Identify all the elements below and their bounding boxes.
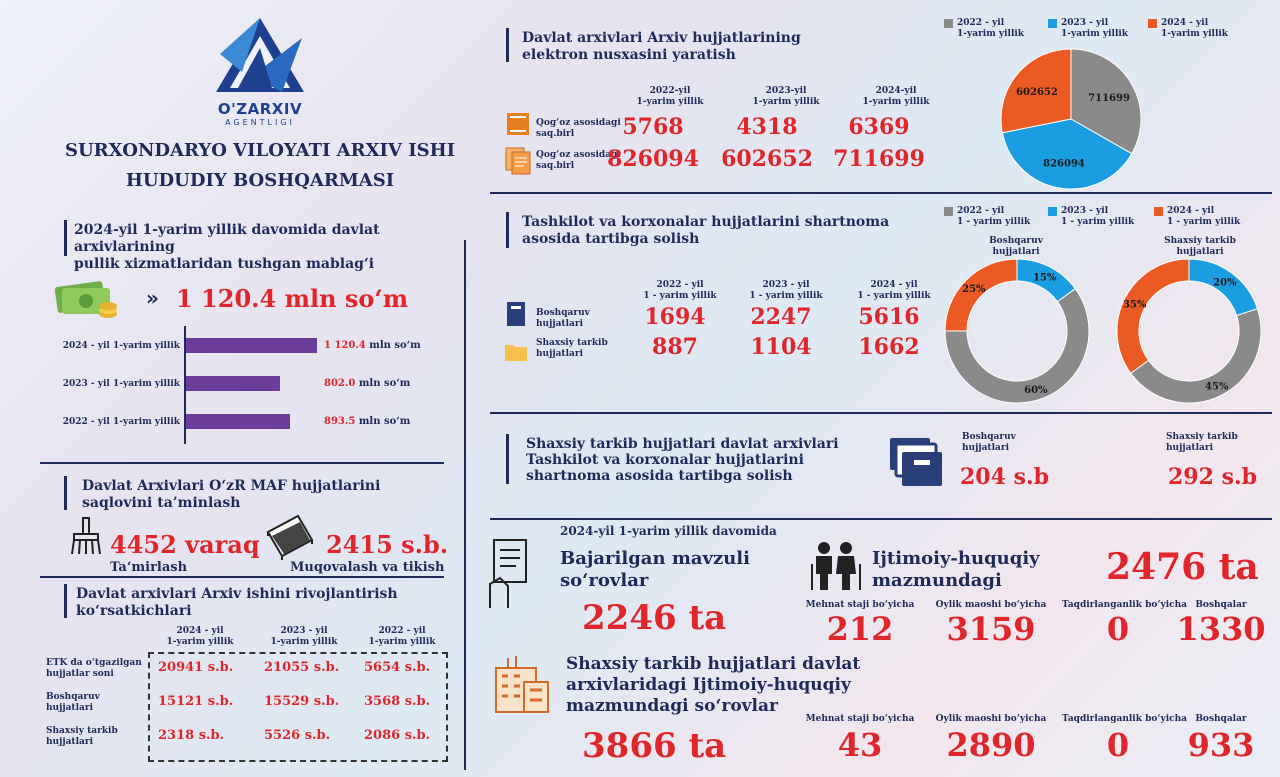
column-header (736, 280, 836, 302)
cell-value: 1662 (858, 334, 920, 360)
donut-slice-label: 15% (1032, 272, 1057, 284)
maf-title (82, 478, 442, 512)
revenue-title-line1: 2024-yil 1-yarim yillik davomida davlat arxivlarining (74, 222, 380, 255)
revenue-title-line2: pullik xizmatlaridan tushgan mablag‘i (74, 256, 375, 272)
contracts-title-line2: asosida tartibga solish (522, 231, 700, 247)
personal-requests-line2: arxivlaridagi Ijtimoiy-huquqiy (566, 675, 851, 695)
bar-label: 2023 - yil 1-yarim yillik (62, 379, 180, 389)
logo (212, 14, 308, 130)
section-divider (40, 462, 444, 464)
row-label-line2: saq.birl (536, 161, 575, 171)
category-value: 933 (1187, 726, 1255, 764)
revenue-title (74, 222, 474, 273)
donut2-title-line1: Shaxsiy tarkib (1164, 236, 1236, 246)
social-title-line2: mazmundagi (872, 570, 1002, 591)
paint-brush-icon (66, 516, 106, 560)
dev-column-headers (146, 626, 446, 652)
row-label-line2: hujjatlari (46, 737, 93, 747)
legend-text (1061, 18, 1128, 40)
cell-value: 887 (652, 334, 698, 360)
personal-requests-title (566, 654, 860, 717)
legend-swatch (1048, 19, 1057, 28)
donut-slice (1117, 259, 1189, 373)
row-label-line2: hujjatlari (536, 319, 583, 329)
cell-value: 602652 (721, 146, 813, 172)
building-icon (492, 654, 552, 718)
category-value: 0 (1106, 726, 1130, 764)
elderly-people-icon (808, 540, 864, 596)
personal-requests-value: 3866 ta (582, 726, 727, 766)
electronic-title-line1: Davlat arxivlari Arxiv hujjatlarining (522, 30, 801, 46)
row-label-line2: hujjatlari (536, 349, 583, 359)
bar-value: 802.0 (324, 378, 356, 389)
category-label: Mehnat staji bo‘yicha (805, 714, 915, 724)
column-header-line1: 2023 - yil (280, 626, 328, 636)
electronic-table (536, 114, 956, 180)
thematic-title (560, 548, 750, 592)
legend-line1: 2022 - yil (957, 18, 1005, 28)
personal-a-label (962, 432, 1016, 454)
contracts-title (522, 214, 922, 248)
donut-slice (1131, 309, 1261, 403)
column-header (736, 86, 836, 108)
book-stack-icon (264, 512, 316, 564)
section-divider (490, 518, 1272, 520)
donut-slice-label: 25% (962, 283, 986, 295)
binding-label: Muqovalash va tikish (290, 560, 445, 575)
shaxsiy-donut-chart (1116, 258, 1262, 404)
logo-name: O'ZARXIV (217, 100, 303, 118)
row-label (536, 338, 626, 360)
column-header-line1: 2024 - yil (870, 280, 918, 290)
electronic-column-headers (620, 86, 950, 112)
org-title-line1: SURXONDARYO VILOYATI ARXIV ISHI (64, 140, 456, 161)
column-header-line1: 2023-yil (765, 86, 807, 96)
cell-value: 3568 s.b. (364, 694, 431, 709)
legend-text (957, 18, 1024, 40)
legend-line1: 2023 - yil (1061, 18, 1109, 28)
restore-value: 4452 varaq (110, 530, 260, 559)
row-label (46, 692, 152, 714)
donut-slice (945, 259, 1017, 331)
pie-slice-label: 711699 (1088, 92, 1130, 104)
binding-value: 2415 s.b. (326, 530, 449, 559)
legend-line2: 1-yarim yillik (1161, 29, 1229, 39)
bar-unit: mln so‘m (358, 416, 411, 427)
category-value: 212 (826, 610, 894, 648)
column-header-line1: 2022 - yil (378, 626, 426, 636)
category-label: Oylik maoshi bo‘yicha (935, 714, 1047, 724)
logo-sub: AGENTLIGI (225, 118, 295, 127)
legend-line2: 1-yarim yillik (957, 29, 1025, 39)
dev-title-line1: Davlat arxivlari Arxiv ishini rivojlantirish (76, 586, 398, 602)
category-value: 0 (1106, 610, 1130, 648)
electronic-title-line2: elektron nusxasini yaratish (522, 47, 736, 63)
row-label-line1: ETK da o‘tgazilgan (46, 658, 142, 668)
thematic-title-line1: Bajarilgan mavzuli (560, 548, 750, 569)
row-label (46, 658, 152, 680)
section-divider (490, 412, 1272, 414)
restore-label: Ta‘mirlash (110, 560, 188, 575)
donut2-title (1150, 236, 1250, 258)
donut-slice-label: 45% (1204, 381, 1229, 393)
bar-value: 1 120.4 (324, 340, 366, 351)
category-label: Taqdirlanganlik bo‘yicha (1062, 600, 1188, 610)
bar-value-label (324, 340, 421, 351)
legend-line1: 2022 - yil (957, 206, 1005, 216)
cell-value: 2247 (750, 304, 812, 330)
bar-label: 2024 - yil 1-yarim yillik (62, 341, 180, 351)
donut-slice-label: 60% (1024, 385, 1048, 397)
dev-title-line2: ko‘rsatkichlari (76, 603, 192, 619)
category-label: Mehnat staji bo‘yicha (805, 600, 915, 610)
row-label-line1: Shaxsiy tarkib (46, 726, 118, 736)
row-label (536, 308, 626, 330)
cell-value: 1104 (750, 334, 812, 360)
maf-title-line2: saqlovini ta’minlash (82, 495, 241, 511)
cell-value: 15529 s.b. (264, 694, 340, 709)
column-divider (464, 240, 466, 770)
cell-value: 1694 (644, 304, 706, 330)
row-label-line1: Boshqaruv (536, 308, 590, 318)
revenue-total: 1 120.4 mln so‘m (176, 284, 409, 313)
legend-item (1048, 18, 1158, 40)
category-label: Oylik maoshi bo‘yicha (935, 600, 1047, 610)
cell-value: 15121 s.b. (158, 694, 234, 709)
bar-unit: mln so‘m (358, 378, 411, 389)
legend-line2: 1 - yarim yillik (1061, 217, 1135, 227)
bar-value: 893.5 (324, 416, 356, 427)
row-label (46, 726, 152, 748)
personal-b-value: 292 s.b (1168, 464, 1258, 490)
category-value: 3159 (946, 610, 1036, 648)
cell-value: 5616 (858, 304, 920, 330)
row-label-line2: saq.birl (536, 129, 575, 139)
bar (186, 338, 317, 353)
column-header-line2: 1-yarim yillik (636, 97, 704, 107)
column-header (630, 280, 730, 302)
column-header-line2: 1-yarim yillik (862, 97, 930, 107)
personal-requests-line3: mazmundagi so‘rovlar (566, 696, 778, 716)
boshqaruv-donut-chart (944, 258, 1090, 404)
personal-title-line2: Tashkilot va korxonalar hujjatlarini (526, 452, 804, 468)
org-title (40, 136, 480, 196)
legend-item (1048, 206, 1158, 228)
column-header (352, 626, 452, 648)
row-label-line1: Qog‘oz asosidagi (536, 150, 621, 160)
column-header-line1: 2022-yil (649, 86, 691, 96)
binder-icon (504, 300, 528, 332)
donut-slice-label: 35% (1122, 299, 1147, 311)
contracts-table (536, 304, 956, 366)
cell-value: 20941 s.b. (158, 660, 234, 675)
column-header-line2: 1 - yarim yillik (749, 291, 823, 301)
bar-value-label (324, 416, 410, 427)
dev-title (76, 586, 456, 620)
section-marker (506, 434, 509, 484)
contracts-column-headers (630, 280, 960, 306)
column-header-line2: 1-yarim yillik (270, 637, 338, 647)
cell-value: 5654 s.b. (364, 660, 431, 675)
cell-value: 5526 s.b. (264, 728, 331, 743)
legend-item (1154, 206, 1264, 228)
legend-line1: 2023 - yil (1061, 206, 1109, 216)
column-header-line1: 2024-yil (875, 86, 917, 96)
electronic-title (522, 30, 922, 64)
column-header (844, 280, 944, 302)
bar-label: 2022 - yil 1-yarim yillik (62, 417, 180, 427)
personal-breakdown (800, 710, 1270, 766)
pie-slice-label: 826094 (1043, 158, 1085, 170)
donut1-title (976, 236, 1056, 258)
ozarxiv-logo-icon (212, 14, 308, 96)
personal-a-label-line2: hujjatlari (962, 443, 1009, 453)
column-header-line2: 1 - yarim yillik (643, 291, 717, 301)
bar-value-label (324, 378, 410, 389)
contracts-legend (944, 206, 1264, 232)
social-title-line1: Ijtimoiy-huquqiy (872, 548, 1040, 569)
legend-swatch (944, 207, 953, 216)
legend-line2: 1 - yarim yillik (957, 217, 1031, 227)
book-icon (504, 110, 532, 142)
cell-value: 826094 (607, 146, 699, 172)
column-header (620, 86, 720, 108)
personal-b-label-line2: hujjatlari (1166, 443, 1213, 453)
donut-slice-label: 20% (1213, 277, 1237, 289)
legend-swatch (1148, 19, 1157, 28)
maf-title-line1: Davlat Arxivlari O‘zR MAF hujjatlarini (82, 478, 381, 494)
column-header (254, 626, 354, 648)
row-label-line1: Boshqaruv (46, 692, 100, 702)
thematic-value: 2246 ta (582, 598, 727, 638)
clipboard-icon (486, 538, 532, 614)
requests-period: 2024-yil 1-yarim yillik davomida (560, 524, 777, 538)
cell-value: 5768 (622, 114, 684, 140)
pie-slice-label: 602652 (1016, 87, 1058, 99)
column-header-line1: 2023 - yil (762, 280, 810, 290)
legend-line1: 2024 - yil (1161, 18, 1209, 28)
cell-value: 711699 (833, 146, 925, 172)
personal-b-label-line1: Shaxsiy tarkib (1166, 432, 1238, 442)
personal-title-line3: shartnoma asosida tartibga solish (526, 468, 793, 484)
documents-icon (504, 146, 532, 180)
cell-value: 21055 s.b. (264, 660, 340, 675)
legend-item (944, 206, 1054, 228)
chevron-right-icon: » (146, 286, 159, 310)
donut1-title-line2: hujjatlari (992, 247, 1040, 257)
cell-value: 6369 (848, 114, 910, 140)
thematic-title-line2: so‘rovlar (560, 570, 649, 591)
category-value: 1330 (1176, 610, 1266, 648)
personal-title (526, 436, 886, 484)
legend-swatch (1154, 207, 1163, 216)
row-label-line2: hujjatlar soni (46, 669, 114, 679)
category-value: 43 (837, 726, 883, 764)
section-marker (506, 28, 509, 62)
donut1-title-line1: Boshqaruv (989, 236, 1043, 246)
folder-icon (504, 342, 528, 366)
social-value: 2476 ta (1106, 546, 1259, 588)
column-header (846, 86, 946, 108)
category-label: Boshqalar (1195, 600, 1247, 610)
column-header-line2: 1-yarim yillik (752, 97, 820, 107)
cell-value: 2318 s.b. (158, 728, 225, 743)
personal-requests-line1: Shaxsiy tarkib hujjatlari davlat (566, 654, 861, 674)
bar (186, 376, 280, 391)
category-value: 2890 (946, 726, 1036, 764)
legend-text (1061, 206, 1134, 228)
bar (186, 414, 290, 429)
revenue-bar-chart (40, 326, 460, 446)
legend-item (1148, 18, 1258, 40)
contracts-title-line1: Tashkilot va korxonalar hujjatlarini shartnoma (522, 214, 890, 230)
legend-text (1161, 18, 1228, 40)
legend-line1: 2024 - yil (1167, 206, 1215, 216)
personal-title-line1: Shaxsiy tarkib hujjatlari davlat arxivlari (526, 436, 839, 452)
money-icon (54, 278, 120, 322)
electronic-pie-chart (1000, 48, 1142, 190)
dev-table (40, 656, 460, 756)
section-marker (506, 212, 509, 248)
category-label: Boshqalar (1195, 714, 1247, 724)
legend-item (944, 18, 1054, 40)
personal-a-label-line1: Boshqaruv (962, 432, 1016, 442)
legend-line2: 1 - yarim yillik (1167, 217, 1241, 227)
section-marker (64, 584, 67, 618)
column-header-line1: 2022 - yil (656, 280, 704, 290)
legend-text (1167, 206, 1240, 228)
column-header-line2: 1 - yarim yillik (857, 291, 931, 301)
file-cabinet-icon (886, 430, 948, 496)
cell-value: 2086 s.b. (364, 728, 431, 743)
personal-b-label (1166, 432, 1238, 454)
personal-a-value: 204 s.b (960, 464, 1050, 490)
legend-swatch (944, 19, 953, 28)
row-label-line1: Shaxsiy tarkib (536, 338, 608, 348)
legend-text (957, 206, 1030, 228)
row-label-line1: Qog‘oz asosidagi (536, 118, 621, 128)
section-marker (64, 476, 67, 510)
category-label: Taqdirlanganlik bo‘yicha (1062, 714, 1188, 724)
legend-line2: 1-yarim yillik (1061, 29, 1129, 39)
bar-unit: mln so‘m (369, 340, 421, 351)
social-breakdown (800, 598, 1270, 648)
org-title-line2: HUDUDIY BOSHQARMASI (125, 170, 395, 191)
section-divider (490, 192, 1272, 194)
row-label-line2: hujjatlari (46, 703, 93, 713)
social-title (872, 548, 1040, 592)
section-marker (64, 220, 67, 256)
cell-value: 4318 (736, 114, 798, 140)
donut2-title-line2: hujjatlari (1176, 247, 1224, 257)
column-header-line2: 1-yarim yillik (368, 637, 436, 647)
legend-swatch (1048, 207, 1057, 216)
column-header (150, 626, 250, 648)
electronic-legend (944, 18, 1264, 44)
column-header-line1: 2024 - yil (176, 626, 224, 636)
column-header-line2: 1-yarim yillik (166, 637, 234, 647)
section-divider (40, 576, 444, 578)
